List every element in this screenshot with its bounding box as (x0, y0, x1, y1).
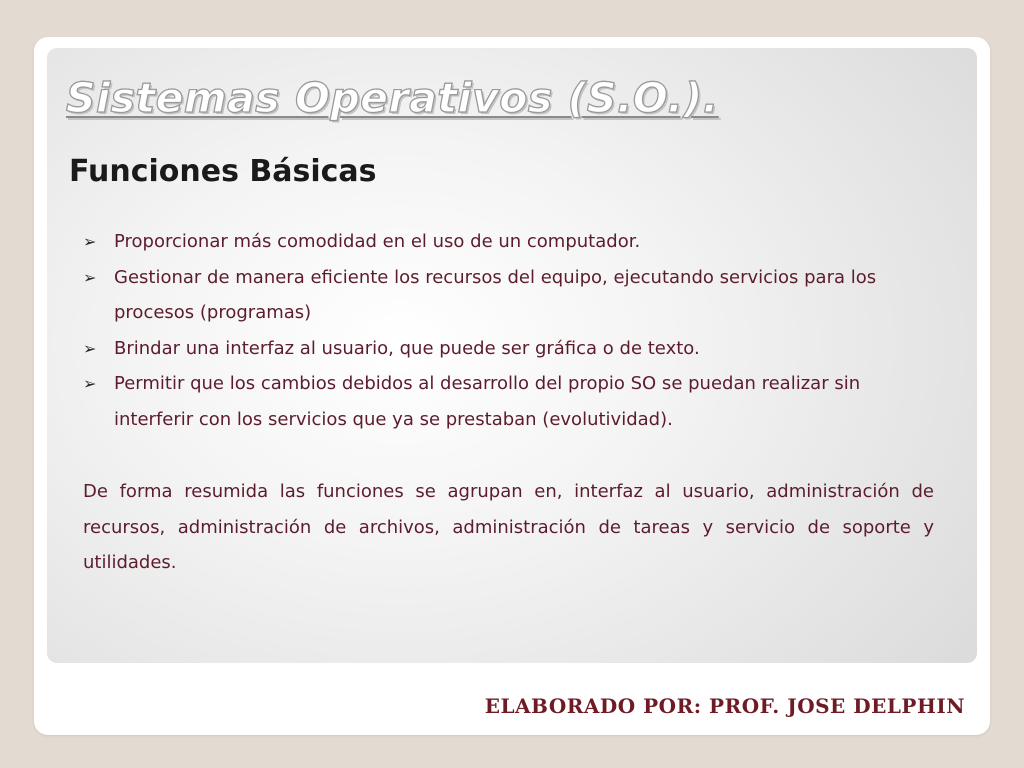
bullet-item (80, 331, 940, 367)
bullet-item (80, 260, 940, 331)
summary-paragraph: De forma resumida las funciones se agrupan en, interfaz al usuario, administración de recursos, administración de archivos, administración de tareas y servicio de soporte y utilidades. (83, 481, 934, 573)
slide-title: Sistemas Operativos (S.O.). (66, 74, 719, 122)
bullet-item (80, 366, 940, 437)
arrow-bullet-icon: ➢ (83, 232, 97, 251)
arrow-bullet-icon: ➢ (83, 267, 97, 287)
arrow-bullet-icon: ➢ (83, 338, 97, 358)
slide-subtitle: Funciones Básicas (69, 154, 377, 189)
bullet-text: Proporcionar más comodidad en el uso de un computador. (114, 231, 641, 252)
bullet-item (80, 224, 940, 260)
bullet-text: Brindar una interfaz al usuario, que puede ser gráfica o de texto. (114, 337, 700, 359)
bullet-text: Permitir que los cambios debidos al desarrollo del propio SO se puedan realizar sin interferir con los servicios que ya se prestaban (evolutividad). (114, 373, 861, 430)
bullet-text: Gestionar de manera eficiente los recursos del equipo, ejecutando servicios para los procesos (programas) (114, 266, 877, 323)
arrow-bullet-icon: ➢ (83, 374, 97, 393)
footer-author: ELABORADO POR: PROF. JOSE DELPHIN (484, 694, 965, 718)
bullet-list (80, 224, 940, 437)
